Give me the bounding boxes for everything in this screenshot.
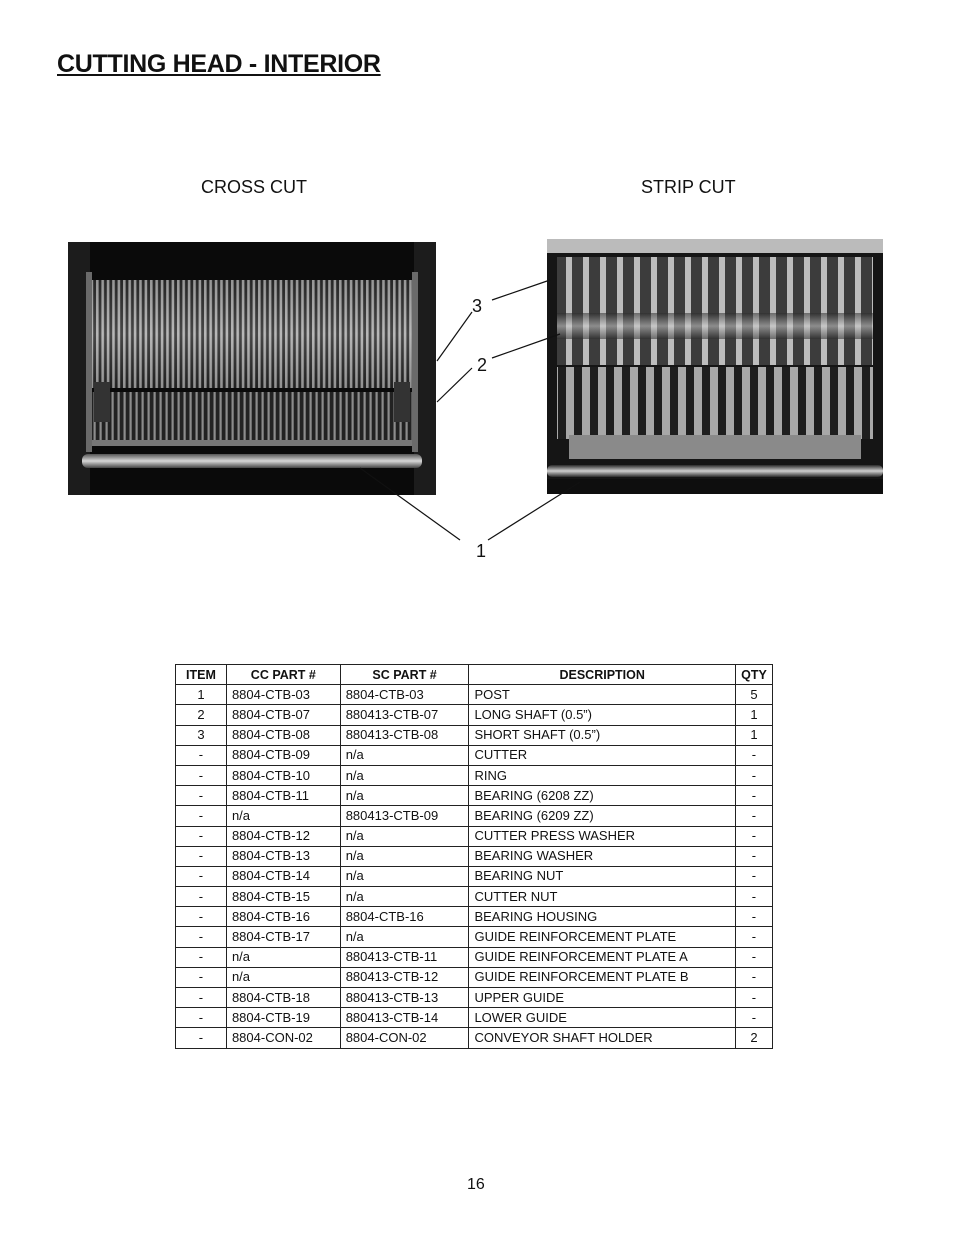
cell-item: - (176, 1008, 227, 1028)
cell-cc-part: 8804-CTB-11 (226, 786, 340, 806)
cell-cc-part: 8804-CTB-19 (226, 1008, 340, 1028)
cell-item: - (176, 887, 227, 907)
cell-description: SHORT SHAFT (0.5”) (469, 725, 736, 745)
cell-sc-part: 880413-CTB-14 (340, 1008, 469, 1028)
table-row (176, 927, 773, 947)
cell-sc-part: 880413-CTB-08 (340, 725, 469, 745)
parts-table (175, 664, 773, 1049)
cell-item: - (176, 745, 227, 765)
cell-sc-part: 880413-CTB-11 (340, 947, 469, 967)
cell-item: - (176, 967, 227, 987)
table-header-row (176, 665, 773, 685)
header-item: ITEM (176, 665, 227, 685)
cell-qty: - (735, 967, 772, 987)
table-row (176, 745, 773, 765)
page-title: CUTTING HEAD - INTERIOR (57, 50, 381, 78)
callout-1: 1 (476, 541, 487, 561)
cell-qty: - (735, 988, 772, 1008)
cell-cc-part: 8804-CTB-03 (226, 685, 340, 705)
cell-cc-part: 8804-CTB-17 (226, 927, 340, 947)
table-row (176, 1008, 773, 1028)
cell-qty: - (735, 947, 772, 967)
table-row (176, 846, 773, 866)
cell-cc-part: 8804-CTB-09 (226, 745, 340, 765)
cell-description: CUTTER PRESS WASHER (469, 826, 736, 846)
cell-description: BEARING (6209 ZZ) (469, 806, 736, 826)
table-row (176, 907, 773, 927)
header-sc-part: SC PART # (340, 665, 469, 685)
cell-item: 2 (176, 705, 227, 725)
cell-description: LOWER GUIDE (469, 1008, 736, 1028)
table-row (176, 765, 773, 785)
table-row (176, 1028, 773, 1048)
cell-qty: 5 (735, 685, 772, 705)
cell-cc-part: 8804-CTB-07 (226, 705, 340, 725)
cell-sc-part: n/a (340, 866, 469, 886)
cell-description: BEARING NUT (469, 866, 736, 886)
cell-sc-part: 8804-CON-02 (340, 1028, 469, 1048)
cell-sc-part: 880413-CTB-07 (340, 705, 469, 725)
cell-sc-part: 8804-CTB-16 (340, 907, 469, 927)
cell-sc-part: 880413-CTB-09 (340, 806, 469, 826)
cell-item: - (176, 806, 227, 826)
table-row (176, 988, 773, 1008)
cell-item: 1 (176, 685, 227, 705)
cell-item: - (176, 927, 227, 947)
cell-cc-part: 8804-CTB-15 (226, 887, 340, 907)
cell-qty: - (735, 806, 772, 826)
cell-cc-part: 8804-CTB-16 (226, 907, 340, 927)
table-row (176, 725, 773, 745)
cell-sc-part: n/a (340, 745, 469, 765)
cell-item: - (176, 907, 227, 927)
table-row (176, 806, 773, 826)
cell-qty: - (735, 826, 772, 846)
cell-cc-part: 8804-CTB-18 (226, 988, 340, 1008)
cell-description: GUIDE REINFORCEMENT PLATE B (469, 967, 736, 987)
cell-cc-part: 8804-CTB-08 (226, 725, 340, 745)
cell-cc-part: n/a (226, 806, 340, 826)
cell-cc-part: 8804-CTB-12 (226, 826, 340, 846)
cell-description: BEARING WASHER (469, 846, 736, 866)
cell-qty: 1 (735, 705, 772, 725)
cell-cc-part: 8804-CTB-13 (226, 846, 340, 866)
cell-qty: - (735, 846, 772, 866)
strip-cut-photo (547, 239, 883, 494)
cross-cut-label: CROSS CUT (201, 177, 308, 197)
cell-qty: - (735, 907, 772, 927)
cell-description: RING (469, 765, 736, 785)
cell-description: LONG SHAFT (0.5”) (469, 705, 736, 725)
cell-item: - (176, 988, 227, 1008)
cell-sc-part: n/a (340, 887, 469, 907)
cell-qty: - (735, 1008, 772, 1028)
table-row (176, 947, 773, 967)
table-row (176, 826, 773, 846)
table-row (176, 887, 773, 907)
cell-item: - (176, 846, 227, 866)
cell-qty: - (735, 745, 772, 765)
cell-qty: - (735, 765, 772, 785)
cell-sc-part: 8804-CTB-03 (340, 685, 469, 705)
cell-qty: - (735, 887, 772, 907)
cell-item: - (176, 866, 227, 886)
cell-qty: 1 (735, 725, 772, 745)
table-row (176, 967, 773, 987)
header-description: DESCRIPTION (469, 665, 736, 685)
cell-sc-part: n/a (340, 765, 469, 785)
callout-2: 2 (477, 355, 488, 375)
cell-sc-part: n/a (340, 927, 469, 947)
cell-sc-part: 880413-CTB-12 (340, 967, 469, 987)
strip-cut-label: STRIP CUT (641, 177, 736, 197)
cell-item: - (176, 786, 227, 806)
cell-item: - (176, 947, 227, 967)
cell-cc-part: n/a (226, 947, 340, 967)
cross-cut-photo (68, 242, 436, 495)
cell-description: BEARING HOUSING (469, 907, 736, 927)
page-number: 16 (467, 1176, 485, 1193)
cell-qty: 2 (735, 1028, 772, 1048)
cell-description: CUTTER (469, 745, 736, 765)
cell-qty: - (735, 786, 772, 806)
cell-description: BEARING (6208 ZZ) (469, 786, 736, 806)
parts-table-body (176, 685, 773, 1048)
table-row (176, 685, 773, 705)
header-qty: QTY (735, 665, 772, 685)
table-row (176, 786, 773, 806)
table-row (176, 705, 773, 725)
cell-item: 3 (176, 725, 227, 745)
cell-qty: - (735, 866, 772, 886)
cell-description: GUIDE REINFORCEMENT PLATE (469, 927, 736, 947)
cell-sc-part: n/a (340, 786, 469, 806)
cell-cc-part: 8804-CTB-10 (226, 765, 340, 785)
cell-sc-part: n/a (340, 846, 469, 866)
header-cc-part: CC PART # (226, 665, 340, 685)
cell-item: - (176, 765, 227, 785)
cell-item: - (176, 826, 227, 846)
cell-description: UPPER GUIDE (469, 988, 736, 1008)
cell-item: - (176, 1028, 227, 1048)
cell-sc-part: 880413-CTB-13 (340, 988, 469, 1008)
cell-description: POST (469, 685, 736, 705)
cell-description: CUTTER NUT (469, 887, 736, 907)
cell-cc-part: 8804-CTB-14 (226, 866, 340, 886)
callout-3: 3 (472, 296, 483, 316)
cell-sc-part: n/a (340, 826, 469, 846)
cell-qty: - (735, 927, 772, 947)
cell-description: CONVEYOR SHAFT HOLDER (469, 1028, 736, 1048)
cell-cc-part: n/a (226, 967, 340, 987)
cell-cc-part: 8804-CON-02 (226, 1028, 340, 1048)
cell-description: GUIDE REINFORCEMENT PLATE A (469, 947, 736, 967)
table-row (176, 866, 773, 886)
